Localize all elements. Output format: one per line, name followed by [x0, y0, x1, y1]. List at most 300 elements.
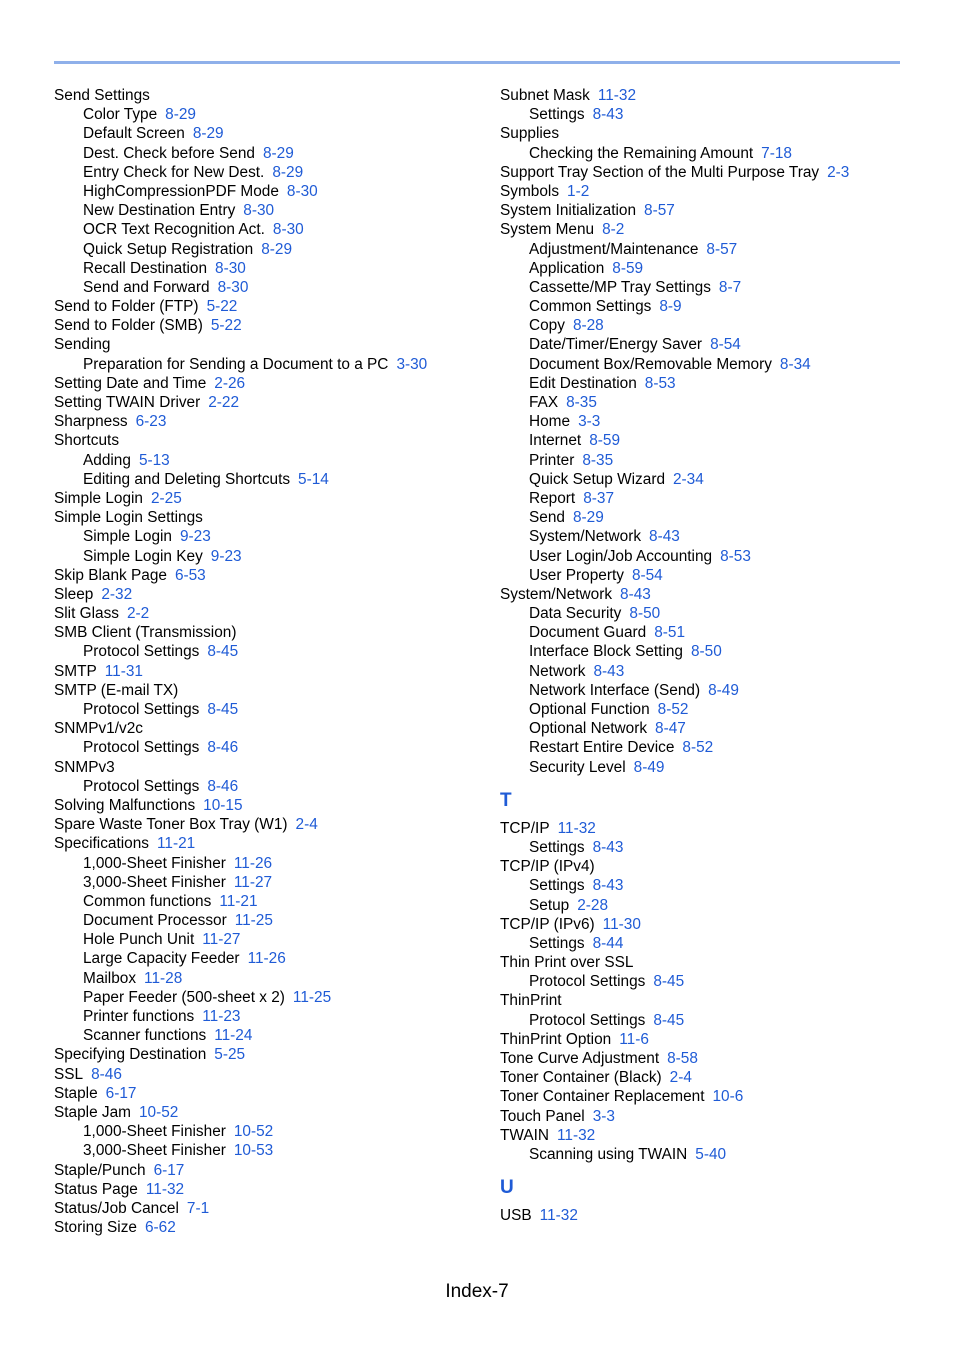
index-term: Common Settings [529, 298, 652, 316]
index-term: Optional Network [529, 720, 648, 738]
index-term: 3,000-Sheet Finisher [83, 873, 226, 891]
index-subentry [54, 163, 484, 182]
page-reference-link[interactable]: 1-2 [567, 182, 590, 200]
page-reference-link[interactable]: 2-25 [150, 489, 182, 507]
index-entry [54, 508, 484, 527]
index-entry [500, 857, 930, 876]
page-reference-link[interactable]: 8-54 [710, 336, 741, 354]
page-reference-link[interactable]: 8-29 [272, 163, 304, 181]
index-term: System/Network [529, 528, 642, 546]
index-term: Entry Check for New Dest. [83, 163, 265, 181]
index-term: Document Processor [83, 912, 227, 930]
index-list-s-end [500, 86, 930, 777]
page-reference-link[interactable]: 11-24 [214, 1027, 253, 1045]
index-subentry [54, 777, 484, 796]
index-subentry [54, 201, 484, 220]
page-reference-link[interactable]: 2-2 [127, 605, 150, 623]
page-reference-link[interactable]: 8-2 [602, 221, 625, 239]
page-reference-link[interactable]: 11-21 [156, 835, 196, 853]
index-term: SMTP [54, 662, 97, 680]
index-subentry [500, 259, 930, 278]
index-entry [500, 220, 930, 239]
index-term: Edit Destination [529, 374, 637, 392]
index-term: TCP/IP (IPv4) [500, 858, 595, 876]
index-subentry [54, 144, 484, 163]
page-reference-link[interactable]: 8-29 [572, 509, 604, 527]
index-term: Date/Timer/Energy Saver [529, 336, 703, 354]
page-reference-link[interactable]: 10-52 [233, 1123, 274, 1141]
page-reference-link[interactable]: 8-30 [286, 182, 318, 200]
index-subentry [54, 1141, 484, 1160]
index-term: Staple Jam [54, 1103, 131, 1121]
page-reference-link[interactable]: 11-28 [144, 969, 183, 987]
index-term: System/Network [500, 585, 613, 603]
index-term: Supplies [500, 125, 560, 143]
page-reference-link[interactable]: 8-46 [91, 1065, 122, 1083]
index-entry [54, 86, 484, 105]
index-subentry [500, 1145, 930, 1164]
page-reference-link[interactable]: 8-53 [720, 547, 751, 565]
index-entry [500, 1107, 930, 1126]
index-term: Send Settings [54, 87, 150, 104]
index-term: Touch Panel [500, 1107, 585, 1125]
page-reference-link[interactable]: 3-3 [592, 1107, 615, 1125]
index-term: Toner Container (Black) [500, 1069, 662, 1087]
index-term: 1,000-Sheet Finisher [83, 854, 226, 872]
index-entry [54, 719, 484, 738]
page-reference-link[interactable]: 6-23 [135, 413, 167, 431]
page-reference-link[interactable]: 2-3 [827, 163, 850, 181]
page-reference-link[interactable]: 8-29 [261, 240, 293, 258]
index-subentry [500, 470, 930, 489]
page-reference-link[interactable]: 8-37 [583, 489, 615, 507]
index-entry [500, 1049, 930, 1068]
index-term: Shortcuts [54, 432, 120, 450]
index-term: Protocol Settings [83, 701, 200, 718]
index-term: Security Level [529, 758, 626, 776]
page-reference-link[interactable]: 8-30 [217, 278, 249, 296]
index-list-t [500, 819, 930, 1164]
page-reference-link[interactable]: 2-28 [577, 896, 609, 914]
index-subentry [500, 355, 930, 374]
page-reference-link[interactable]: 11-32 [557, 819, 596, 837]
index-entry [54, 1218, 484, 1237]
index-entry [54, 1065, 484, 1084]
page-reference-link[interactable]: 8-49 [633, 758, 665, 776]
index-term: Scanner functions [83, 1027, 207, 1045]
index-subentry [54, 873, 484, 892]
page-reference-link[interactable]: 7-1 [186, 1199, 210, 1217]
page-reference-link[interactable]: 5-40 [695, 1145, 727, 1163]
index-subentry [500, 431, 930, 450]
page-reference-link[interactable]: 8-45 [653, 1011, 685, 1029]
index-term: Slit Glass [54, 605, 119, 623]
page-reference-link[interactable]: 5-25 [214, 1046, 246, 1064]
page-reference-link[interactable]: 10-52 [139, 1103, 179, 1121]
page-reference-link[interactable]: 8-45 [653, 973, 685, 991]
page-reference-link[interactable]: 11-30 [602, 915, 641, 933]
index-subentry [500, 681, 930, 700]
index-term: Staple [54, 1084, 98, 1102]
index-term: Home [529, 413, 571, 431]
index-term: Paper Feeder (500-sheet x 2) [83, 988, 285, 1006]
index-subentry [500, 972, 930, 991]
index-subentry [500, 547, 930, 566]
page-reference-link[interactable]: 8-49 [708, 681, 739, 699]
page-reference-link[interactable]: 2-32 [101, 585, 133, 603]
page-reference-link[interactable]: 11-32 [145, 1180, 185, 1198]
index-subentry [500, 1011, 930, 1030]
index-term: FAX [529, 394, 559, 411]
page-reference-link[interactable]: 6-17 [153, 1161, 185, 1179]
index-term: Status/Job Cancel [54, 1199, 179, 1217]
index-term: Printer functions [83, 1008, 195, 1025]
index-subentry [500, 105, 930, 124]
index-term: Dest. Check before Send [83, 144, 255, 162]
index-subentry [500, 566, 930, 585]
index-subentry [54, 470, 484, 489]
index-term: Mailbox [83, 969, 137, 987]
index-term: Recall Destination [83, 259, 208, 277]
page-reference-link[interactable]: 3-3 [578, 413, 601, 431]
index-list-s-continued [54, 86, 484, 1237]
index-subentry [500, 838, 930, 857]
index-term: Large Capacity Feeder [83, 950, 240, 968]
index-subentry [54, 124, 484, 143]
page-reference-link[interactable]: 11-32 [539, 1207, 578, 1225]
index-term: Simple Login Key [83, 547, 203, 565]
page-reference-link[interactable]: 11-25 [292, 988, 332, 1006]
page-reference-link[interactable]: 9-23 [179, 528, 211, 546]
page-reference-link[interactable]: 8-45 [207, 643, 239, 661]
index-subentry [500, 662, 930, 681]
index-term: Settings [529, 106, 585, 124]
page-reference-link[interactable]: 8-51 [654, 624, 686, 642]
index-subentry [500, 297, 930, 316]
index-subentry [54, 105, 484, 124]
index-term: Data Security [529, 605, 622, 623]
index-entry [500, 1126, 930, 1145]
index-subentry [500, 896, 930, 915]
index-entry [500, 991, 930, 1010]
page-reference-link[interactable]: 2-34 [673, 470, 704, 488]
index-term: SMTP (E-mail TX) [54, 681, 179, 699]
index-term: SSL [54, 1065, 84, 1083]
index-subentry [500, 278, 930, 297]
index-term: Optional Function [529, 701, 650, 718]
index-term: Sleep [54, 585, 94, 603]
index-term: Specifications [54, 835, 149, 853]
page-reference-link[interactable]: 11-32 [597, 87, 637, 104]
page-reference-link[interactable]: 5-13 [138, 451, 170, 469]
page-reference-link[interactable]: 11-26 [247, 950, 286, 968]
page-reference-link[interactable]: 5-22 [210, 317, 242, 335]
page-reference-link[interactable]: 10-15 [203, 796, 243, 814]
index-entry [500, 124, 930, 143]
page-reference-link[interactable]: 6-53 [174, 566, 206, 584]
index-subentry [500, 642, 930, 661]
index-subentry [500, 527, 930, 546]
page-reference-link[interactable]: 8-43 [592, 106, 624, 124]
index-entry [54, 1199, 484, 1218]
page-reference-link[interactable]: 5-14 [298, 470, 329, 488]
page-reference-link[interactable]: 8-43 [649, 528, 680, 546]
index-subentry [500, 316, 930, 335]
index-subentry [54, 527, 484, 546]
index-subentry [54, 988, 484, 1007]
page-reference-link[interactable]: 8-43 [620, 585, 651, 603]
index-term: Support Tray Section of the Multi Purpose Tray [500, 163, 820, 181]
index-subentry [54, 355, 484, 374]
index-subentry [500, 374, 930, 393]
index-term: Status Page [54, 1180, 138, 1198]
index-subentry [54, 220, 484, 239]
index-term: Interface Block Setting [529, 643, 683, 661]
page-reference-link[interactable]: 11-23 [202, 1008, 241, 1025]
index-term: USB [500, 1207, 532, 1225]
index-subentry [500, 144, 930, 163]
index-entry [500, 915, 930, 934]
page-reference-link[interactable]: 11-6 [619, 1030, 649, 1048]
index-subentry [54, 547, 484, 566]
index-subentry [54, 642, 484, 661]
index-term: System Initialization [500, 202, 637, 220]
index-subentry [54, 930, 484, 949]
page-reference-link[interactable]: 11-26 [233, 854, 273, 872]
page-reference-link[interactable]: 8-7 [718, 278, 742, 296]
index-entry [54, 489, 484, 508]
index-subentry [54, 892, 484, 911]
section-letter-t: T [500, 789, 512, 811]
index-term: HighCompressionPDF Mode [83, 182, 279, 200]
page-reference-link[interactable]: 8-9 [659, 298, 682, 316]
index-term: TCP/IP [500, 819, 550, 837]
index-entry [54, 662, 484, 681]
index-subentry [500, 700, 930, 719]
index-term: Cassette/MP Tray Settings [529, 278, 711, 296]
index-subentry [54, 240, 484, 259]
index-subentry [500, 719, 930, 738]
index-subentry [500, 412, 930, 431]
index-entry [500, 1206, 930, 1225]
page-reference-link[interactable]: 8-29 [165, 106, 196, 124]
page-reference-link[interactable]: 6-62 [144, 1219, 176, 1237]
index-term: User Property [529, 566, 624, 584]
index-entry [54, 623, 484, 642]
page-reference-link[interactable]: 11-25 [234, 912, 273, 930]
index-term: Send to Folder (SMB) [54, 317, 203, 335]
page-reference-link[interactable]: 8-46 [207, 777, 239, 795]
index-term: Skip Blank Page [54, 566, 167, 584]
index-term: Protocol Settings [83, 777, 200, 795]
index-term: 1,000-Sheet Finisher [83, 1123, 226, 1141]
index-entry [54, 604, 484, 623]
index-subentry [500, 934, 930, 953]
page-reference-link[interactable]: 8-59 [589, 432, 621, 450]
page-reference-link[interactable]: 5-22 [206, 298, 238, 316]
index-subentry [500, 240, 930, 259]
index-entry [54, 297, 484, 316]
index-term: Quick Setup Wizard [529, 470, 665, 488]
index-term: Application [529, 259, 605, 277]
page-reference-link[interactable]: 8-28 [572, 317, 604, 335]
page-reference-link[interactable]: 8-57 [706, 240, 738, 258]
index-entry [500, 1030, 930, 1049]
page-reference-link[interactable]: 10-53 [233, 1142, 274, 1160]
index-entry [500, 86, 930, 105]
index-term: Send to Folder (FTP) [54, 298, 199, 316]
index-term: SMB Client (Transmission) [54, 624, 237, 642]
page-number: Index-7 [445, 1281, 509, 1302]
page-reference-link[interactable]: 3-30 [396, 355, 428, 373]
page-reference-link[interactable]: 8-30 [215, 259, 246, 277]
index-term: 3,000-Sheet Finisher [83, 1142, 226, 1160]
index-term: TWAIN [500, 1126, 550, 1144]
page-reference-link[interactable]: 8-52 [682, 739, 714, 757]
index-term: Toner Container Replacement [500, 1088, 705, 1106]
index-term: ThinPrint Option [500, 1030, 612, 1048]
page-reference-link[interactable]: 9-23 [210, 547, 242, 565]
index-term: Protocol Settings [83, 739, 200, 757]
index-subentry [54, 738, 484, 757]
index-entry [500, 1087, 930, 1106]
index-entry [54, 431, 484, 450]
index-term: Printer [529, 451, 575, 469]
index-term: Network [529, 662, 586, 680]
index-subentry [500, 393, 930, 412]
page-reference-link[interactable]: 2-22 [208, 394, 240, 411]
page-reference-link[interactable]: 8-50 [691, 643, 722, 661]
page-reference-link[interactable]: 8-34 [779, 355, 811, 373]
page-reference-link[interactable]: 10-6 [712, 1088, 744, 1106]
index-subentry [500, 335, 930, 354]
page-reference-link[interactable]: 8-50 [629, 605, 661, 623]
index-term: SNMPv1/v2c [54, 720, 143, 738]
index-term: Protocol Settings [529, 973, 646, 991]
index-term: Staple/Punch [54, 1161, 146, 1179]
index-entry [54, 412, 484, 431]
index-list-u [500, 1206, 930, 1225]
index-entry [54, 1103, 484, 1122]
page-reference-link[interactable]: 8-45 [207, 701, 239, 718]
index-subentry [500, 489, 930, 508]
page-reference-link[interactable]: 8-29 [192, 125, 224, 143]
index-subentry [54, 700, 484, 719]
index-term: Document Box/Removable Memory [529, 355, 772, 373]
index-subentry [500, 758, 930, 777]
index-term: Quick Setup Registration [83, 240, 254, 258]
index-entry [54, 374, 484, 393]
section-letter-u: U [500, 1177, 514, 1199]
page-reference-link[interactable]: 8-47 [655, 720, 686, 738]
index-entry [500, 182, 930, 201]
index-term: ThinPrint [500, 992, 562, 1010]
index-term: Hole Punch Unit [83, 931, 195, 949]
header-rule [54, 61, 900, 64]
index-term: Restart Entire Device [529, 739, 675, 757]
index-term: Tone Curve Adjustment [500, 1050, 660, 1067]
page-reference-link[interactable]: 2-26 [214, 374, 246, 392]
index-subentry [54, 278, 484, 297]
page-reference-link[interactable]: 8-54 [631, 566, 663, 584]
page-reference-link[interactable]: 8-35 [566, 394, 597, 411]
index-term: Protocol Settings [529, 1011, 646, 1029]
page-reference-link[interactable]: 11-27 [233, 873, 273, 891]
index-entry [500, 163, 930, 182]
index-term: Settings [529, 877, 585, 895]
index-term: Symbols [500, 182, 560, 200]
page-reference-link[interactable]: 11-31 [104, 662, 143, 680]
index-subentry [54, 451, 484, 470]
page-reference-link[interactable]: 8-53 [644, 374, 676, 392]
index-term: Specifying Destination [54, 1046, 207, 1064]
index-term: TCP/IP (IPv6) [500, 915, 595, 933]
page-reference-link[interactable]: 11-21 [219, 892, 258, 910]
page-reference-link[interactable]: 11-27 [202, 931, 241, 949]
index-term: New Destination Entry [83, 202, 236, 220]
index-term: Copy [529, 317, 565, 335]
index-term: Checking the Remaining Amount [529, 144, 754, 162]
page-reference-link[interactable]: 8-43 [592, 877, 624, 895]
index-subentry [500, 508, 930, 527]
index-term: Protocol Settings [83, 643, 200, 661]
index-term: Simple Login [83, 528, 172, 546]
index-entry [500, 1068, 930, 1087]
page-reference-link[interactable]: 8-30 [272, 221, 304, 239]
page-reference-link[interactable]: 8-43 [593, 662, 625, 680]
index-term: OCR Text Recognition Act. [83, 221, 265, 239]
page-reference-link[interactable]: 11-32 [557, 1126, 596, 1144]
page-reference-link[interactable]: 8-35 [582, 451, 614, 469]
page-reference-link[interactable]: 8-57 [644, 202, 675, 220]
index-term: Subnet Mask [500, 87, 590, 104]
index-term: Thin Print over SSL [500, 954, 634, 972]
index-subentry [54, 1026, 484, 1045]
page-reference-link[interactable]: 2-4 [669, 1069, 692, 1087]
index-term: Color Type [83, 106, 158, 124]
index-entry [54, 335, 484, 354]
index-entry [54, 316, 484, 335]
index-entry [500, 201, 930, 220]
page-reference-link[interactable]: 8-52 [657, 701, 689, 718]
index-entry [54, 1161, 484, 1180]
index-term: Setup [529, 896, 570, 914]
index-term: Spare Waste Toner Box Tray (W1) [54, 816, 288, 834]
page-reference-link[interactable]: 8-46 [207, 739, 239, 757]
index-term: Setting Date and Time [54, 374, 207, 392]
index-entry [54, 566, 484, 585]
index-subentry [54, 911, 484, 930]
page-reference-link[interactable]: 8-58 [667, 1050, 698, 1067]
page-reference-link[interactable]: 8-43 [592, 838, 624, 856]
index-term: Simple Login [54, 489, 143, 507]
page-reference-link[interactable]: 8-59 [612, 259, 644, 277]
index-term: Setting TWAIN Driver [54, 394, 201, 411]
index-term: Send [529, 509, 565, 527]
index-column-left [54, 86, 484, 1237]
index-term: Solving Malfunctions [54, 796, 196, 814]
page-reference-link[interactable]: 8-44 [592, 934, 624, 952]
index-term: User Login/Job Accounting [529, 547, 713, 565]
page-reference-link[interactable]: 2-4 [295, 816, 318, 834]
index-subentry [54, 1007, 484, 1026]
page-reference-link[interactable]: 8-30 [243, 202, 275, 220]
index-term: Document Guard [529, 624, 647, 642]
page-reference-link[interactable]: 6-17 [105, 1084, 137, 1102]
page-reference-link[interactable]: 8-29 [262, 144, 294, 162]
index-term: Internet [529, 432, 582, 450]
page-reference-link[interactable]: 7-18 [761, 144, 792, 162]
